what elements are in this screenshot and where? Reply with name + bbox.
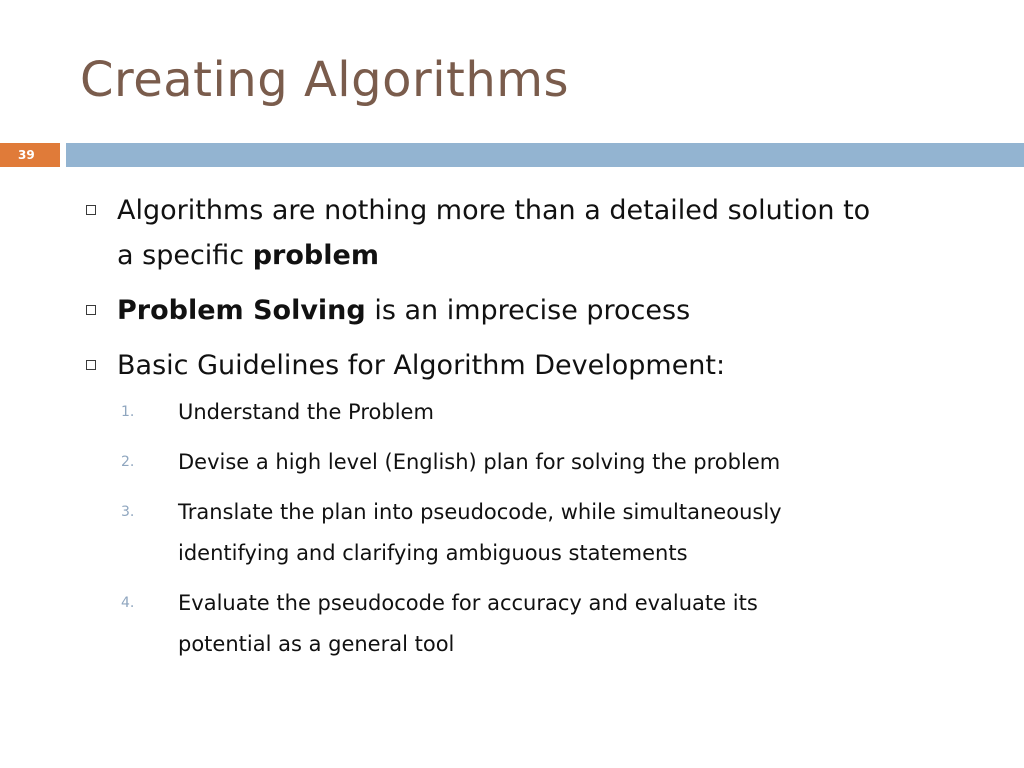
square-bullet-icon: [86, 205, 96, 215]
numbered-item: [80, 583, 980, 665]
bullet-item: [80, 188, 980, 278]
bullet-item: [80, 343, 980, 388]
numbered-list: [80, 392, 980, 665]
bullet-line: Problem Solving is an imprecise process: [117, 295, 691, 326]
bold-term: problem: [252, 240, 379, 271]
square-bullet-icon: [86, 360, 96, 370]
item-number: 3.: [121, 504, 135, 520]
square-bullet-icon: [86, 305, 96, 315]
bold-term: Problem Solving: [117, 295, 366, 326]
bullet-item: [80, 288, 980, 333]
item-text: potential as a general tool: [178, 632, 455, 656]
bullet-line: Algorithms are nothing more than a detailed solution to: [117, 195, 871, 226]
item-text: identifying and clarifying ambiguous statements: [178, 541, 688, 565]
item-number: 4.: [121, 595, 135, 611]
bullet-line: Basic Guidelines for Algorithm Development:: [117, 350, 726, 381]
item-text: Devise a high level (English) plan for solving the problem: [178, 450, 781, 474]
accent-bar: [66, 143, 1024, 167]
slide-title: Creating Algorithms: [80, 52, 570, 108]
page-number-badge: 39: [0, 143, 60, 167]
numbered-item: [80, 492, 980, 574]
item-text: Understand the Problem: [178, 400, 434, 424]
item-text: Translate the plan into pseudocode, while simultaneously: [178, 500, 782, 524]
bullet-line: a specific problem: [117, 240, 379, 271]
numbered-item: [80, 442, 980, 483]
numbered-item: [80, 392, 980, 433]
item-number: 1.: [121, 404, 135, 420]
item-text: Evaluate the pseudocode for accuracy and evaluate its: [178, 591, 758, 615]
item-number: 2.: [121, 454, 135, 470]
slide-content: [80, 188, 980, 674]
